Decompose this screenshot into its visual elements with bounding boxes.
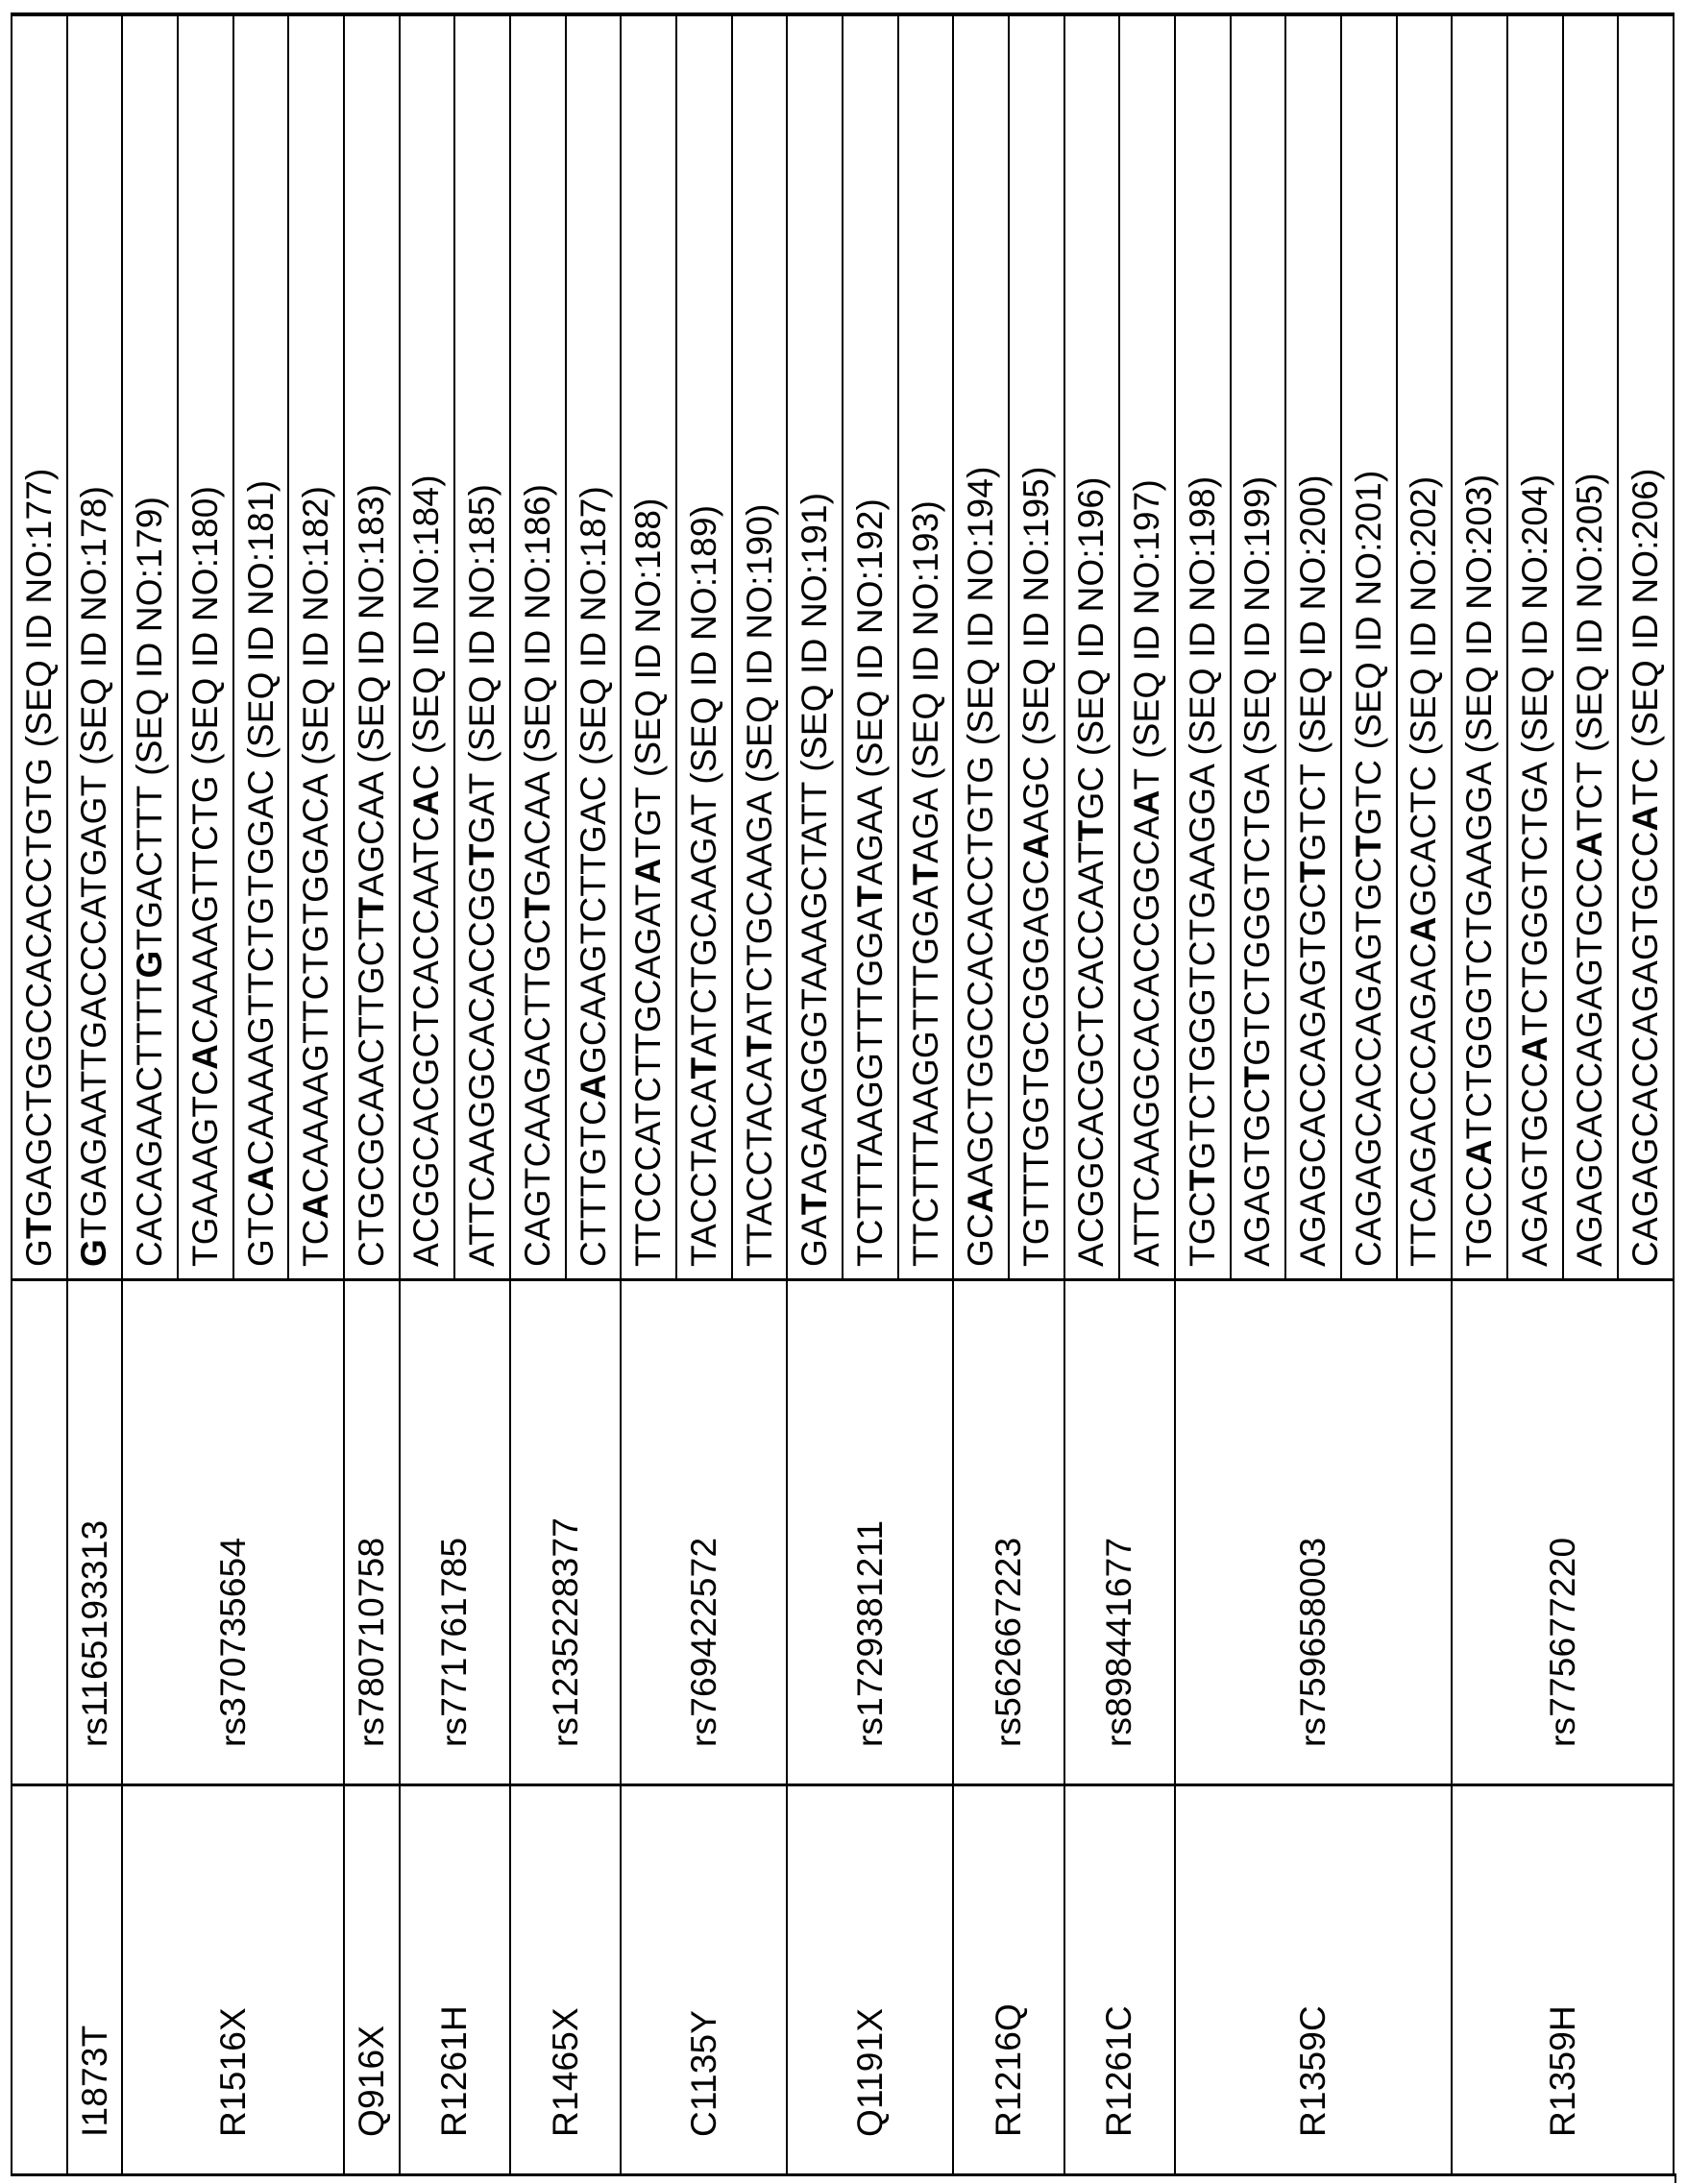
mutation-cell: R1359H (1543, 2005, 1582, 2137)
group-divider (1673, 1278, 1675, 2175)
sequence-row-divider (1340, 12, 1342, 1278)
mutated-base: G (130, 950, 169, 979)
mutation-cell: C1135Y (684, 2009, 723, 2137)
sequence-row-divider (1064, 12, 1065, 1278)
mutated-base: A (628, 858, 668, 885)
mutated-base: A (961, 1187, 1000, 1214)
mutated-base: T (1237, 1065, 1277, 1088)
sequence-cell: CTTTGTCAGCAAGTCTTGAC (SEQ ID NO:187) (574, 485, 613, 1267)
rs-id-cell: rs898441677 (1099, 1537, 1138, 1747)
page-edge-mark (1675, 2173, 1676, 2183)
table-bottom-border (11, 2173, 1675, 2176)
mutated-base: G (74, 1239, 113, 1267)
sequence-cell: TCACAAAAGTTCTGTGGACA (SEQ ID NO:182) (296, 485, 335, 1267)
mutated-base: A (406, 789, 446, 816)
sequence-row-divider (842, 12, 844, 1278)
mutated-base: A (574, 1074, 613, 1100)
sequence-row-divider (287, 12, 289, 1278)
mutated-base: A (241, 1165, 281, 1192)
sequence-row-divider (1284, 12, 1286, 1278)
rs-id-cell: rs370735654 (213, 1537, 253, 1747)
sequence-row-divider (786, 12, 788, 1278)
mutation-cell: R1516X (213, 2007, 253, 2137)
rs-id-cell: rs775677220 (1543, 1537, 1582, 1747)
mutated-base: T (19, 1217, 59, 1240)
mutated-base: T (684, 1056, 723, 1080)
sequence-cell: GTCACAAAAGTTCTGTGGAC (SEQ ID NO:181) (241, 479, 281, 1267)
mutated-base: T (518, 896, 557, 919)
sequence-rs-divider (11, 1278, 1675, 1281)
sequence-row-divider (1174, 12, 1176, 1278)
mutation-cell: Q916X (352, 2025, 391, 2137)
sequence-cell: ACGGCACGCTCACCAATCAC (SEQ ID NO:184) (406, 474, 446, 1267)
mutated-base: A (1515, 1035, 1554, 1062)
group-divider (1451, 1278, 1453, 2175)
mutated-base: T (462, 843, 501, 866)
group-divider (399, 1278, 401, 2175)
sequence-row-divider (1396, 12, 1398, 1278)
mutated-base: T (1293, 861, 1332, 884)
sequence-row-divider (509, 12, 511, 1278)
sequence-cell: CTGCGCAACTTGCTTAGCAA (SEQ ID NO:183) (352, 483, 391, 1267)
sequence-row-divider (1008, 12, 1010, 1278)
sequence-cell: CAGAGCACCAGAGTGCTGTC (SEQ ID NO:201) (1349, 470, 1388, 1267)
mutation-cell: R1261H (434, 2005, 474, 2137)
sequence-row-divider (399, 12, 401, 1278)
rs-id-cell: rs562667223 (989, 1537, 1028, 1747)
sequence-row-divider (453, 12, 455, 1278)
sequence-row-divider (620, 12, 622, 1278)
sequence-cell: AGAGCACCAGAGTGCTGTCT (SEQ ID NO:200) (1293, 474, 1332, 1267)
mutated-base: A (1127, 789, 1166, 816)
mutated-base: A (1626, 805, 1665, 832)
sequence-cell: ATTCAAGGCACACCGGCAAT (SEQ ID NO:197) (1127, 479, 1166, 1267)
sequence-row-divider (177, 12, 179, 1278)
mutated-base: T (740, 1034, 779, 1057)
sequence-cell: TTCCCATCTTGCAGATATGT (SEQ ID NO:188) (628, 497, 668, 1267)
sequence-row-divider (343, 12, 345, 1278)
group-divider (509, 1278, 511, 2175)
sequence-row-divider (1118, 12, 1120, 1278)
sequence-row-divider (731, 12, 733, 1278)
sequence-row-divider (121, 12, 123, 1278)
sequence-row-divider (565, 12, 567, 1278)
mutation-cell: R1359C (1293, 2005, 1332, 2137)
sequence-cell: GCAAGCTGGCCACACCTGTG (SEQ ID NO:194) (961, 466, 1000, 1267)
mutation-cell: R1465X (546, 2007, 585, 2137)
sequence-row-divider (11, 12, 12, 1278)
rs-id-cell: rs1235228377 (546, 1517, 585, 1747)
mutated-base: A (185, 1043, 225, 1070)
mutated-base: T (1071, 819, 1111, 842)
sequence-cell: GTGAGCTGGCCACACCTGTG (SEQ ID NO:177) (19, 468, 59, 1267)
sequence-cell: CAGAGCACCAGAGTGCCATC (SEQ ID NO:206) (1626, 468, 1665, 1267)
sequence-row-divider (675, 12, 677, 1278)
sequence-cell: TGCCATCTGGGTCTGAAGGA (SEQ ID NO:203) (1459, 473, 1499, 1267)
sequence-cell: TTACCTACATATCTGCAAGA (SEQ ID NO:190) (740, 503, 779, 1267)
mutated-base: A (1570, 831, 1609, 858)
rs-id-cell: rs1165193313 (75, 1519, 114, 1747)
sequence-cell: AGAGCACCAGAGTGCCATCT (SEQ ID NO:205) (1570, 473, 1609, 1267)
rs-id-cell: rs780710758 (352, 1537, 391, 1747)
group-divider (121, 1278, 123, 2175)
group-divider (620, 1278, 622, 2175)
sequence-cell: TGTTTGGTGCGGGAGCAAGC (SEQ ID NO:195) (1016, 466, 1056, 1267)
group-divider (66, 1278, 68, 2175)
sequence-row-divider (1230, 12, 1232, 1278)
rs-id-cell: rs769422572 (684, 1537, 723, 1747)
sequence-row-divider (232, 12, 234, 1278)
mutated-base: A (1404, 916, 1443, 943)
sequence-row-divider (66, 12, 68, 1278)
mutation-cell: I1873T (75, 2025, 114, 2137)
sequence-cell: TGAAAGTCACAAAAGTTCTG (SEQ ID NO:180) (185, 485, 225, 1267)
group-divider (343, 1278, 345, 2175)
sequence-cell: CACAGAACTTTTGTGACTTT (SEQ ID NO:179) (130, 496, 169, 1267)
sequence-cell: AGAGTGCCATCTGGGTCTGA (SEQ ID NO:204) (1515, 473, 1554, 1267)
mutated-base: T (1183, 1169, 1222, 1192)
mutated-base: T (906, 863, 945, 886)
group-divider (952, 1278, 954, 2175)
mutated-base: T (1349, 835, 1388, 858)
mutation-cell: R1261C (1099, 2005, 1138, 2137)
rs-mutation-divider (11, 1784, 1675, 1786)
sequence-cell: TTCTTTAAGGTTTGGATAGA (SEQ ID NO:193) (906, 500, 945, 1267)
sequence-row-divider (1617, 12, 1619, 1278)
group-divider (1174, 1278, 1176, 2175)
group-divider (1064, 1278, 1065, 2175)
group-divider (786, 1278, 788, 2175)
rs-id-cell: rs759658003 (1293, 1537, 1332, 1747)
sequence-cell: GTGAGAATTGACCCATGAGT (SEQ ID NO:178) (74, 485, 113, 1267)
sequence-cell: ACGGCACGCTCACCAATTGC (SEQ ID NO:196) (1071, 476, 1111, 1267)
sequence-row-divider (1673, 12, 1675, 1278)
sequence-row-divider (897, 12, 899, 1278)
sequence-cell: TGCTGTCTGGGTCTGAAGGA (SEQ ID NO:198) (1183, 475, 1222, 1267)
sequence-cell: CAGTCAAGACTTGCTGACAA (SEQ ID NO:186) (518, 483, 557, 1267)
mutated-base: A (1016, 833, 1056, 860)
sequence-cell: TCTTTAAGGTTTGGATAGAA (SEQ ID NO:192) (850, 497, 890, 1267)
mutated-base: T (850, 885, 890, 908)
sequence-row-divider (1451, 12, 1453, 1278)
sequence-row-divider (952, 12, 954, 1278)
mutation-cell: R1216Q (989, 2002, 1028, 2137)
sequence-row-divider (1506, 12, 1508, 1278)
mutated-base: A (1459, 1139, 1499, 1166)
sequence-row-divider (1562, 12, 1564, 1278)
sequence-cell: AGAGTGCTGTCTGGGTCTGA (SEQ ID NO:199) (1237, 475, 1277, 1267)
sequence-cell: TTCAGACCCAGACAGCACTC (SEQ ID NO:202) (1404, 475, 1443, 1267)
sequence-cell: ATTCAAGGCACACCGGTGAT (SEQ ID NO:185) (462, 483, 501, 1267)
mutation-cell: Q1191X (850, 2007, 890, 2137)
mutated-base: A (296, 1193, 335, 1220)
sequence-cell: TACCTACATATCTGCAAGAT (SEQ ID NO:189) (684, 504, 723, 1267)
sequence-cell: GATAGAAGGGTAAAGCTATT (SEQ ID NO:191) (795, 492, 834, 1267)
rs-id-cell: rs1729381211 (850, 1519, 890, 1747)
group-divider (11, 1278, 12, 2175)
mutated-base: T (352, 896, 391, 919)
rs-id-cell: rs771761785 (434, 1537, 474, 1747)
mutated-base: T (795, 1193, 834, 1216)
